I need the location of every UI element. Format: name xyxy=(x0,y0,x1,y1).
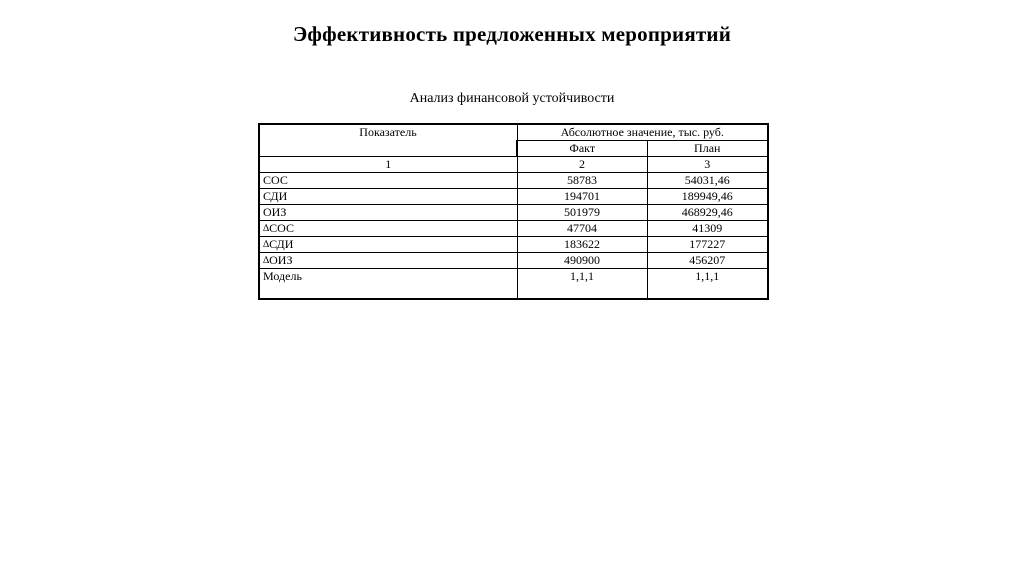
plan-value: 468929,46 xyxy=(647,205,768,221)
table-caption: Анализ финансовой устойчивости xyxy=(409,91,615,106)
header-indicator: Показатель xyxy=(259,124,517,157)
fact-value: 58783 xyxy=(517,173,647,189)
row-label: ОИЗ xyxy=(259,205,517,221)
row-label-cell xyxy=(259,253,517,269)
column-number: 3 xyxy=(647,157,768,173)
plan-value: 41309 xyxy=(647,221,768,237)
slide-title: Эффективность предложенных мероприятий xyxy=(292,22,732,46)
financial-stability-table xyxy=(258,123,769,300)
table-row xyxy=(259,205,768,221)
table-row xyxy=(259,189,768,205)
row-label: СДИ xyxy=(269,237,294,251)
header-plan: План xyxy=(647,141,768,157)
fact-value: 183622 xyxy=(517,237,647,253)
row-label-cell xyxy=(259,221,517,237)
table-row xyxy=(259,221,768,237)
fact-value: 1,1,1 xyxy=(517,269,647,300)
table-row xyxy=(259,237,768,253)
fact-value: 490900 xyxy=(517,253,647,269)
table-row xyxy=(259,173,768,189)
plan-value: 456207 xyxy=(647,253,768,269)
numbering-row xyxy=(259,157,768,173)
row-label-cell xyxy=(259,237,517,253)
fact-value: 194701 xyxy=(517,189,647,205)
row-label: СОС xyxy=(259,173,517,189)
row-label: ОИЗ xyxy=(269,253,293,267)
row-label: Модель xyxy=(259,269,517,300)
fact-value: 501979 xyxy=(517,205,647,221)
plan-value: 177227 xyxy=(647,237,768,253)
header-absolute-value: Абсолютное значение, тыс. руб. xyxy=(517,124,768,141)
plan-value: 54031,46 xyxy=(647,173,768,189)
plan-value: 1,1,1 xyxy=(647,269,768,300)
delta-symbol: ∆ xyxy=(263,239,270,250)
fact-value: 47704 xyxy=(517,221,647,237)
plan-value: 189949,46 xyxy=(647,189,768,205)
column-number: 2 xyxy=(517,157,647,173)
delta-symbol: ∆ xyxy=(263,255,270,266)
column-number: 1 xyxy=(259,157,517,173)
delta-symbol: ∆ xyxy=(263,223,270,234)
header-fact: Факт xyxy=(517,141,647,157)
header-row xyxy=(259,124,768,141)
table-row xyxy=(259,269,768,300)
table-row xyxy=(259,253,768,269)
row-label: СДИ xyxy=(259,189,517,205)
row-label: СОС xyxy=(269,221,294,235)
